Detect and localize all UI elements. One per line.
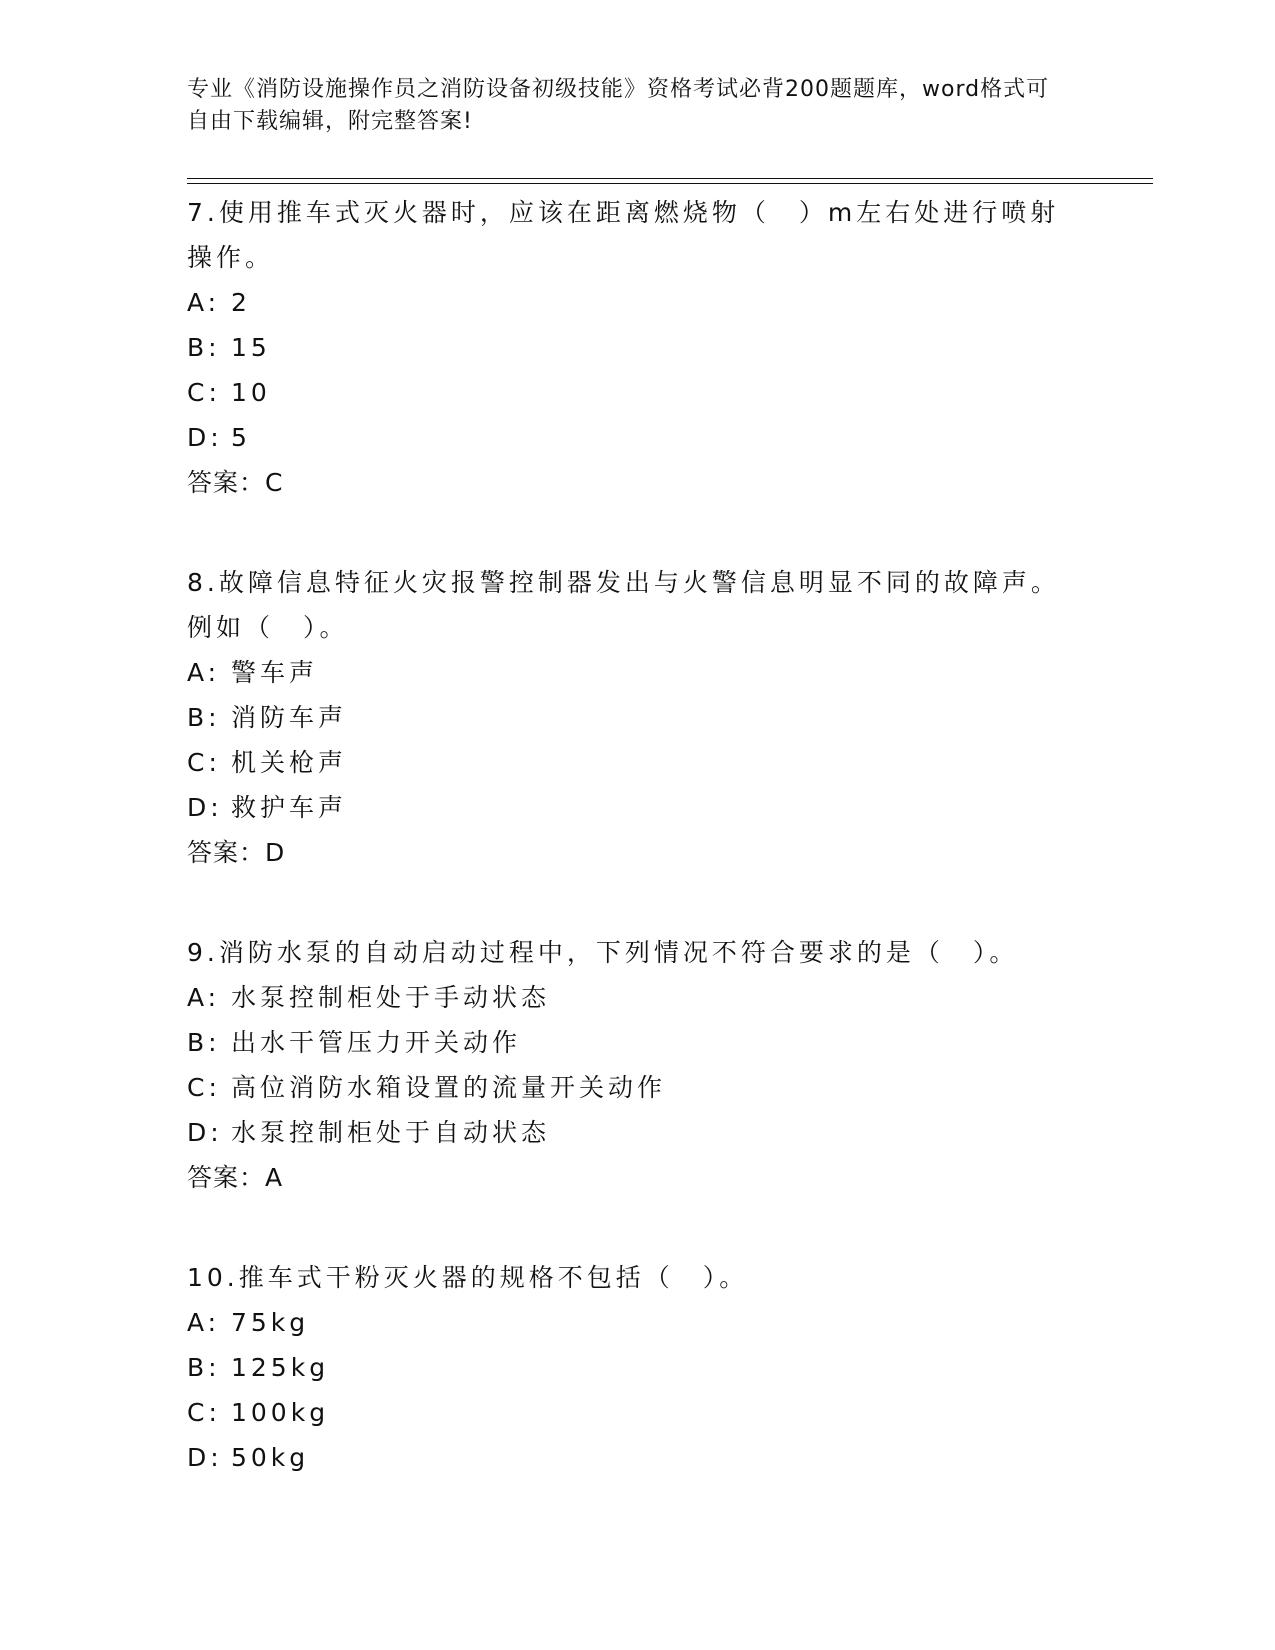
option-b [187, 1020, 1087, 1065]
document-header: 专业《消防设施操作员之消防设备初级技能》资格考试必背200题题库，word格式可自由下载编辑，附完整答案! [187, 77, 1050, 134]
option-text: 水泵控制柜处于自动状态 [231, 1118, 551, 1147]
option-letter: A: [187, 1308, 221, 1337]
option-letter: D: [187, 793, 223, 822]
option-letter: C: [187, 378, 221, 407]
option-text: 机关枪声 [231, 748, 348, 777]
option-d [187, 1110, 1087, 1155]
option-letter: D: [187, 1443, 223, 1472]
option-text: 15 [231, 333, 271, 362]
option-d [187, 415, 1087, 460]
answer-line: 答案：A [187, 1163, 284, 1192]
option-a [187, 280, 1087, 325]
question-list [187, 190, 1087, 1480]
option-c [187, 370, 1087, 415]
option-letter: A: [187, 288, 221, 317]
option-letter: B: [187, 1353, 221, 1382]
option-letter: B: [187, 703, 221, 732]
option-text: 消防车声 [231, 703, 348, 732]
answer-line: 答案：C [187, 468, 284, 497]
question-8 [187, 557, 1087, 875]
option-letter: C: [187, 1398, 221, 1427]
question-stem: 8.故障信息特征火灾报警控制器发出与火警信息明显不同的故障声。例如（ ）。 [187, 568, 1060, 642]
option-d [187, 1435, 1087, 1480]
question-spacer [187, 505, 1087, 557]
answer-line: 答案：D [187, 838, 286, 867]
option-letter: D: [187, 1118, 223, 1147]
option-text: 125kg [231, 1353, 330, 1382]
option-c [187, 1390, 1087, 1435]
option-b [187, 695, 1087, 740]
option-text: 10 [231, 378, 271, 407]
option-text: 救护车声 [231, 793, 348, 822]
option-c [187, 740, 1087, 785]
option-letter: B: [187, 333, 221, 362]
question-stem: 10.推车式干粉灭火器的规格不包括（ ）。 [187, 1263, 749, 1292]
question-spacer [187, 875, 1087, 927]
option-text: 100kg [231, 1398, 330, 1427]
option-a [187, 650, 1087, 695]
option-a [187, 975, 1087, 1020]
header-divider-top [187, 178, 1153, 179]
option-a [187, 1300, 1087, 1345]
option-text: 75kg [231, 1308, 310, 1337]
option-b [187, 1345, 1087, 1390]
option-text: 高位消防水箱设置的流量开关动作 [231, 1073, 667, 1102]
question-spacer [187, 1200, 1087, 1252]
option-letter: B: [187, 1028, 221, 1057]
option-text: 警车声 [231, 658, 319, 687]
question-stem: 7.使用推车式灭火器时，应该在距离燃烧物（ ）m左右处进行喷射操作。 [187, 198, 1060, 272]
option-text: 水泵控制柜处于手动状态 [231, 983, 551, 1012]
option-text: 2 [231, 288, 251, 317]
option-letter: D: [187, 423, 223, 452]
question-7 [187, 190, 1087, 505]
option-c [187, 1065, 1087, 1110]
option-b [187, 325, 1087, 370]
option-text: 5 [231, 423, 251, 452]
option-letter: A: [187, 658, 221, 687]
option-letter: C: [187, 1073, 221, 1102]
option-letter: A: [187, 983, 221, 1012]
option-text: 出水干管压力开关动作 [231, 1028, 522, 1057]
header-divider-bottom [187, 183, 1153, 184]
question-10 [187, 1252, 1087, 1480]
option-d [187, 785, 1087, 830]
question-stem: 9.消防水泵的自动启动过程中，下列情况不符合要求的是（ ）。 [187, 938, 1019, 967]
option-text: 50kg [231, 1443, 310, 1472]
option-letter: C: [187, 748, 221, 777]
question-9 [187, 927, 1087, 1200]
